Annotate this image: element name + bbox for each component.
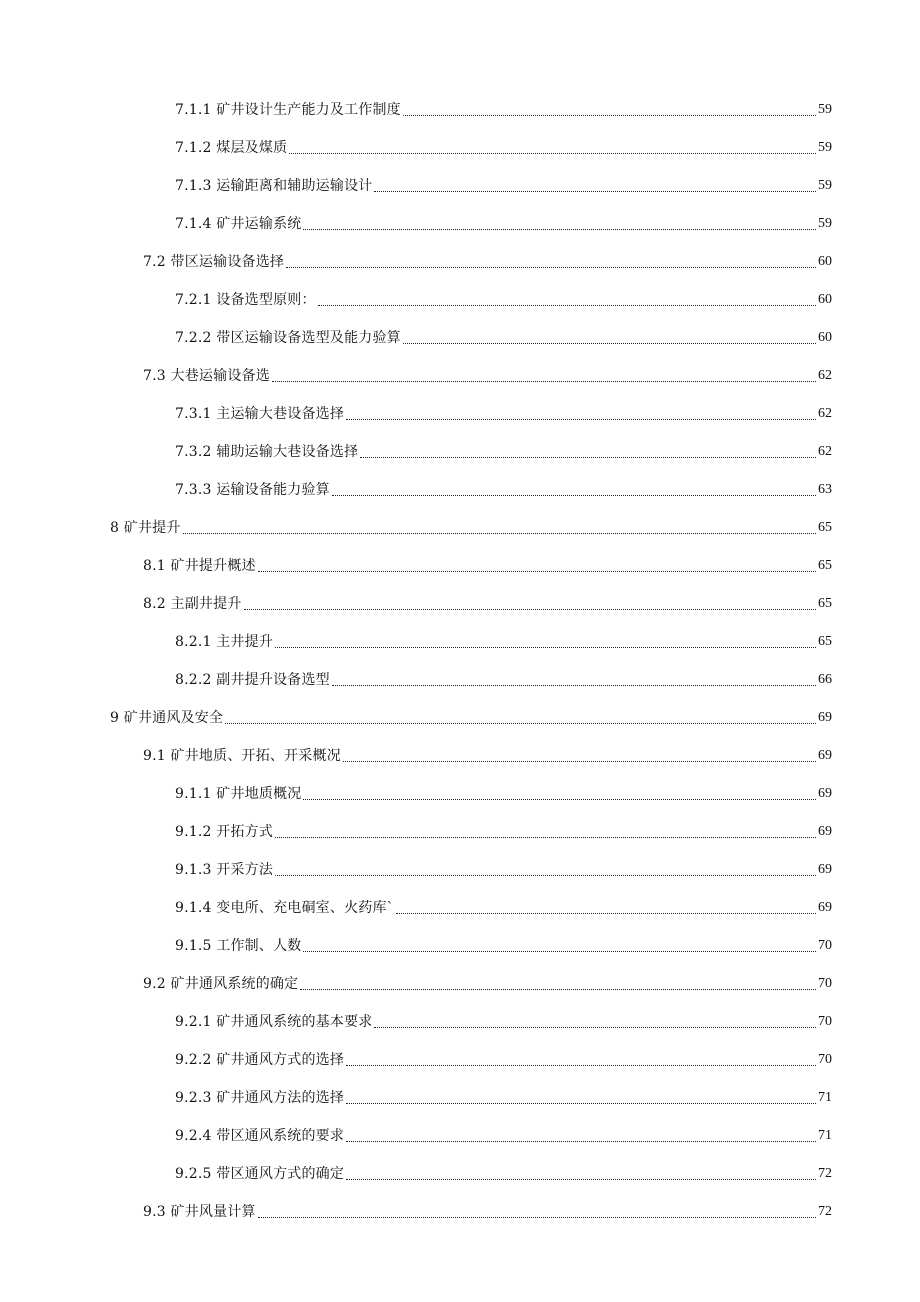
toc-entry[interactable] bbox=[175, 133, 832, 157]
toc-page-number: 66 bbox=[818, 672, 832, 687]
toc-page-number: 69 bbox=[818, 900, 832, 915]
toc-dot-leader bbox=[403, 343, 816, 344]
toc-entry-label: 7.2.2 带区运输设备选型及能力验算 bbox=[175, 330, 401, 346]
toc-page-number: 71 bbox=[818, 1128, 832, 1143]
toc-entry[interactable] bbox=[175, 323, 832, 347]
toc-dot-leader bbox=[275, 875, 816, 876]
toc-dot-leader bbox=[286, 267, 816, 268]
toc-entry-label: 7.3.2 辅助运输大巷设备选择 bbox=[175, 444, 359, 460]
toc-dot-leader bbox=[346, 1103, 816, 1104]
toc-entry[interactable] bbox=[175, 665, 832, 689]
toc-page-number: 70 bbox=[818, 938, 832, 953]
toc-dot-leader bbox=[303, 799, 816, 800]
toc-page-number: 65 bbox=[818, 596, 832, 611]
toc-entry[interactable] bbox=[175, 855, 832, 879]
toc-entry-label: 9.1 矿井地质、开拓、开采概况 bbox=[143, 748, 341, 764]
toc-entry[interactable] bbox=[175, 1007, 832, 1031]
toc-entry-label: 9.3 矿井风量计算 bbox=[143, 1204, 256, 1220]
toc-entry-label: 9.1.3 开采方法 bbox=[175, 862, 274, 878]
toc-page-number: 60 bbox=[818, 254, 832, 269]
toc-entry-label: 8.2 主副井提升 bbox=[143, 596, 242, 612]
toc-dot-leader bbox=[346, 419, 816, 420]
toc-page-number: 62 bbox=[818, 368, 832, 383]
toc-page-number: 72 bbox=[818, 1204, 832, 1219]
toc-entry-label: 9.1.5 工作制、人数 bbox=[175, 938, 302, 954]
toc-entry-label: 9.1.4 变电所、充电硐室、火药库` bbox=[175, 900, 394, 916]
toc-dot-leader bbox=[346, 1141, 816, 1142]
toc-dot-leader bbox=[343, 761, 816, 762]
toc-dot-leader bbox=[396, 913, 816, 914]
toc-dot-leader bbox=[300, 989, 816, 990]
toc-page-number: 60 bbox=[818, 330, 832, 345]
toc-dot-leader bbox=[244, 609, 816, 610]
toc-entry-label: 9.2 矿井通风系统的确定 bbox=[143, 976, 299, 992]
toc-page-number: 69 bbox=[818, 862, 832, 877]
toc-dot-leader bbox=[289, 153, 816, 154]
toc-entry[interactable] bbox=[110, 703, 832, 727]
toc-entry-label: 8 矿井提升 bbox=[110, 520, 181, 536]
toc-entry[interactable] bbox=[175, 1159, 832, 1183]
toc-page-number: 71 bbox=[818, 1090, 832, 1105]
toc-entry[interactable] bbox=[175, 285, 832, 309]
toc-page-number: 65 bbox=[818, 520, 832, 535]
toc-dot-leader bbox=[303, 229, 816, 230]
toc-dot-leader bbox=[275, 837, 816, 838]
toc-page-number: 72 bbox=[818, 1166, 832, 1181]
toc-dot-leader bbox=[332, 685, 816, 686]
toc-page-number: 69 bbox=[818, 710, 832, 725]
toc-entry-label: 7.1.3 运输距离和辅助运输设计 bbox=[175, 178, 373, 194]
toc-page-number: 59 bbox=[818, 102, 832, 117]
toc-entry[interactable] bbox=[175, 1045, 832, 1069]
toc-page-number: 59 bbox=[818, 140, 832, 155]
toc-entry-label: 8.2.1 主井提升 bbox=[175, 634, 274, 650]
toc-dot-leader bbox=[360, 457, 816, 458]
toc-dot-leader bbox=[272, 381, 816, 382]
toc-entry-label: 8.2.2 副井提升设备选型 bbox=[175, 672, 330, 688]
toc-entry[interactable] bbox=[143, 741, 832, 765]
toc-entry-label: 7.2 带区运输设备选择 bbox=[143, 254, 285, 270]
toc-dot-leader bbox=[346, 1065, 816, 1066]
toc-page-number: 70 bbox=[818, 1014, 832, 1029]
toc-entry[interactable] bbox=[143, 361, 832, 385]
toc-entry[interactable] bbox=[175, 437, 832, 461]
toc-entry-label: 7.2.1 设备选型原则： bbox=[175, 292, 316, 308]
toc-entry[interactable] bbox=[175, 817, 832, 841]
toc-dot-leader bbox=[332, 495, 816, 496]
toc-dot-leader bbox=[374, 1027, 816, 1028]
toc-page-number: 60 bbox=[818, 292, 832, 307]
toc-dot-leader bbox=[183, 533, 816, 534]
toc-entry-label: 9 矿井通风及安全 bbox=[110, 710, 224, 726]
toc-entry-label: 7.3.3 运输设备能力验算 bbox=[175, 482, 330, 498]
toc-dot-leader bbox=[225, 723, 816, 724]
toc-entry[interactable] bbox=[175, 1083, 832, 1107]
toc-entry-label: 7.1.1 矿井设计生产能力及工作制度 bbox=[175, 102, 401, 118]
toc-entry[interactable] bbox=[143, 969, 832, 993]
toc-entry-label: 9.2.1 矿井通风系统的基本要求 bbox=[175, 1014, 373, 1030]
toc-entry[interactable] bbox=[175, 475, 832, 499]
toc-page-number: 69 bbox=[818, 748, 832, 763]
toc-entry-label: 9.2.2 矿井通风方式的选择 bbox=[175, 1052, 345, 1068]
toc-entry-label: 8.1 矿井提升概述 bbox=[143, 558, 256, 574]
toc-entry-label: 7.1.4 矿井运输系统 bbox=[175, 216, 302, 232]
toc-entry-label: 9.2.5 带区通风方式的确定 bbox=[175, 1166, 345, 1182]
toc-entry[interactable] bbox=[175, 931, 832, 955]
toc-dot-leader bbox=[374, 191, 816, 192]
toc-page-number: 62 bbox=[818, 444, 832, 459]
toc-dot-leader bbox=[346, 1179, 816, 1180]
toc-dot-leader bbox=[303, 951, 816, 952]
toc-page-number: 70 bbox=[818, 976, 832, 991]
toc-entry-label: 7.3.1 主运输大巷设备选择 bbox=[175, 406, 345, 422]
toc-entry-label: 7.3 大巷运输设备选 bbox=[143, 368, 270, 384]
toc-entry[interactable] bbox=[143, 589, 832, 613]
toc-entry[interactable] bbox=[143, 551, 832, 575]
toc-page-number: 63 bbox=[818, 482, 832, 497]
toc-page-number: 62 bbox=[818, 406, 832, 421]
toc-entry[interactable] bbox=[110, 513, 832, 537]
toc-dot-leader bbox=[318, 305, 816, 306]
toc-entry[interactable] bbox=[143, 1197, 832, 1221]
toc-entry-label: 9.2.4 带区通风系统的要求 bbox=[175, 1128, 345, 1144]
toc-entry[interactable] bbox=[175, 627, 832, 651]
toc-dot-leader bbox=[258, 1217, 816, 1218]
toc-page-number: 69 bbox=[818, 786, 832, 801]
toc-dot-leader bbox=[275, 647, 816, 648]
toc-entry[interactable] bbox=[175, 171, 832, 195]
toc-entry[interactable] bbox=[175, 399, 832, 423]
toc-page-number: 70 bbox=[818, 1052, 832, 1067]
toc-entry[interactable] bbox=[175, 779, 832, 803]
toc-page-number: 65 bbox=[818, 558, 832, 573]
toc-entry[interactable] bbox=[175, 1121, 832, 1145]
toc-entry[interactable] bbox=[175, 209, 832, 233]
toc-dot-leader bbox=[258, 571, 816, 572]
toc-entry-label: 7.1.2 煤层及煤质 bbox=[175, 140, 288, 156]
toc-page-number: 69 bbox=[818, 824, 832, 839]
toc-entry-label: 9.1.2 开拓方式 bbox=[175, 824, 274, 840]
toc-dot-leader bbox=[403, 115, 816, 116]
toc-entry-label: 9.1.1 矿井地质概况 bbox=[175, 786, 302, 802]
toc-page-number: 65 bbox=[818, 634, 832, 649]
toc-entry[interactable] bbox=[143, 247, 832, 271]
toc-page-number: 59 bbox=[818, 178, 832, 193]
toc-entry-label: 9.2.3 矿井通风方法的选择 bbox=[175, 1090, 345, 1106]
toc-entry[interactable] bbox=[175, 95, 832, 119]
toc-page-number: 59 bbox=[818, 216, 832, 231]
toc-entry[interactable] bbox=[175, 893, 832, 917]
